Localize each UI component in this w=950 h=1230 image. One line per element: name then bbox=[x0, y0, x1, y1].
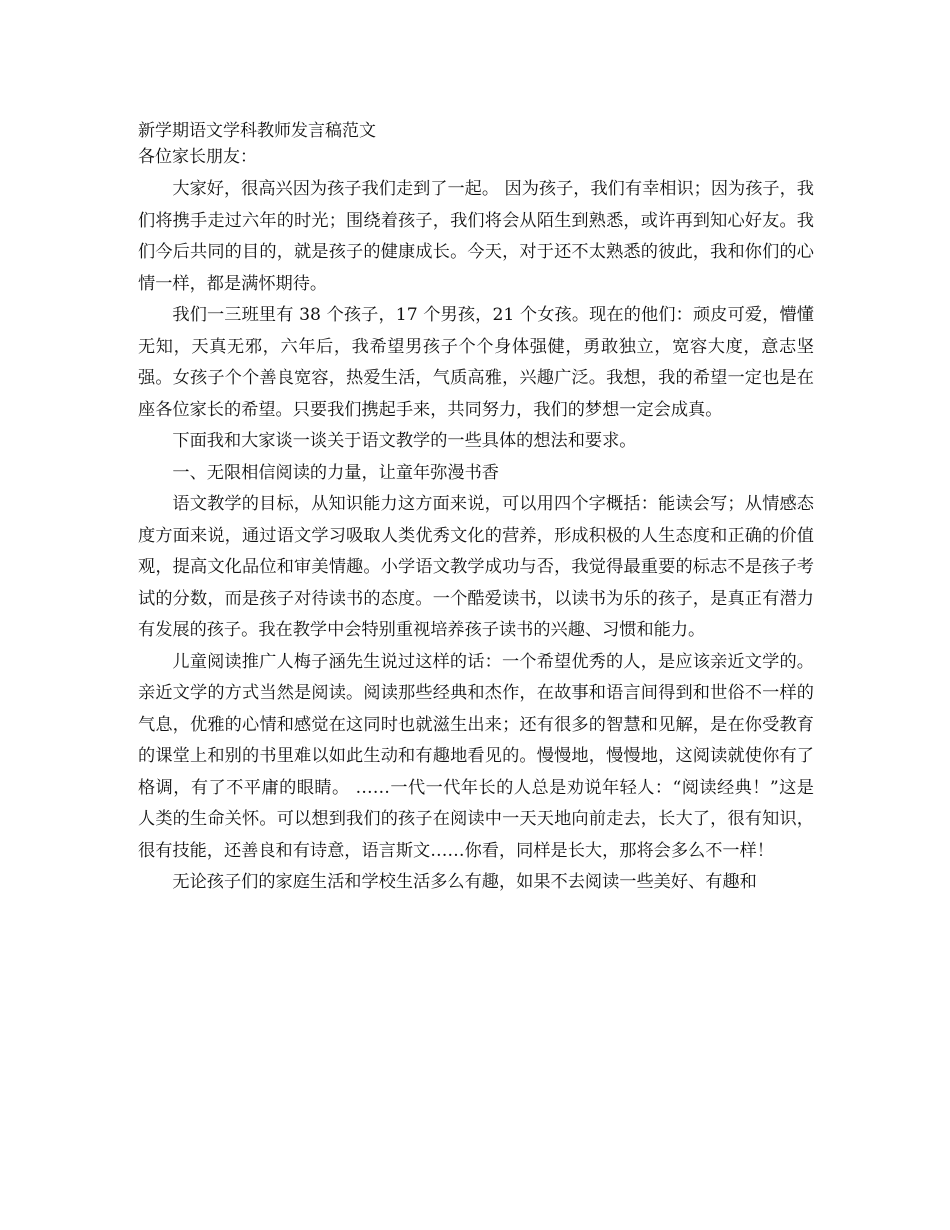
paragraph-continued: 无论孩子们的家庭生活和学校生活多么有趣，如果不去阅读一些美好、有趣和 bbox=[172, 872, 757, 892]
section-heading-reading: 一、无限相信阅读的力量，让童年弥漫书香 bbox=[172, 462, 499, 483]
document-title: 新学期语文学科教师发言稿范文 bbox=[138, 121, 376, 141]
paragraph-teaching-goals: 语文教学的目标，从知识能力这方面来说，可以用四个字概括：能读会写；从情感态度方面来说，通过语文学习吸取人类优秀文化的营养，形成积极的人生态度和正确的价值观，提高文化品位和审美情趣。小学语文教学成功与否，我觉得最重要的标志不是孩子考试的分数，而是孩子对待读书的态度。一个酷爱读书，以读书为乐的孩子，是真正有潜力有发展的孩子。我在教学中会特别重视培养孩子读书的兴趣、习惯和能力。 bbox=[138, 494, 814, 640]
greeting-line: 各位家长朋友： bbox=[138, 147, 257, 167]
document-page bbox=[138, 118, 814, 899]
paragraph-class-info: 我们一三班里有 38 个孩子，17 个男孩，21 个女孩。现在的他们：顽皮可爱，懵懂无知，天真无邪，六年后，我希望男孩子个个身体强健，勇敢独立，宽容大度，意志坚强。女孩子个个善良宽容，热爱生活，气质高雅，兴趣广泛。我想，我的希望一定也是在座各位家长的希望。只要我们携起手来，共同努力，我们的梦想一定会成真。 bbox=[138, 305, 814, 420]
paragraph-welcome: 大家好，很高兴因为孩子我们走到了一起。 因为孩子，我们有幸相识；因为孩子，我们将携手走过六年的时光；围绕着孩子，我们将会从陌生到熟悉，或许再到知心好友。我们今后共同的目的，就是孩子的健康成长。今天，对于还不太熟悉的彼此，我和你们的心情一样，都是满怀期待。 bbox=[138, 179, 814, 294]
paragraph-intro: 下面我和大家谈一谈关于语文教学的一些具体的想法和要求。 bbox=[172, 431, 637, 451]
paragraph-quote: 儿童阅读推广人梅子涵先生说过这样的话：一个希望优秀的人，是应该亲近文学的。亲近文学的方式当然是阅读。阅读那些经典和杰作，在故事和语言间得到和世俗不一样的气息，优雅的心情和感觉在这同时也就滋生出来；还有很多的智慧和见解，是在你受教育的课堂上和别的书里难以如此生动和有趣地看见的。慢慢地，慢慢地，这阅读就使你有了格调，有了不平庸的眼睛。 ……一代一代年长的人总是劝说年轻人：“阅读经典！”这是人类的生命关怀。可以想到我们的孩子在阅读中一天天地向前走去，长大了，很有知识，很有技能，还善良和有诗意，语言斯文……你看，同样是长大，那将会多么不一样！ bbox=[138, 651, 814, 861]
